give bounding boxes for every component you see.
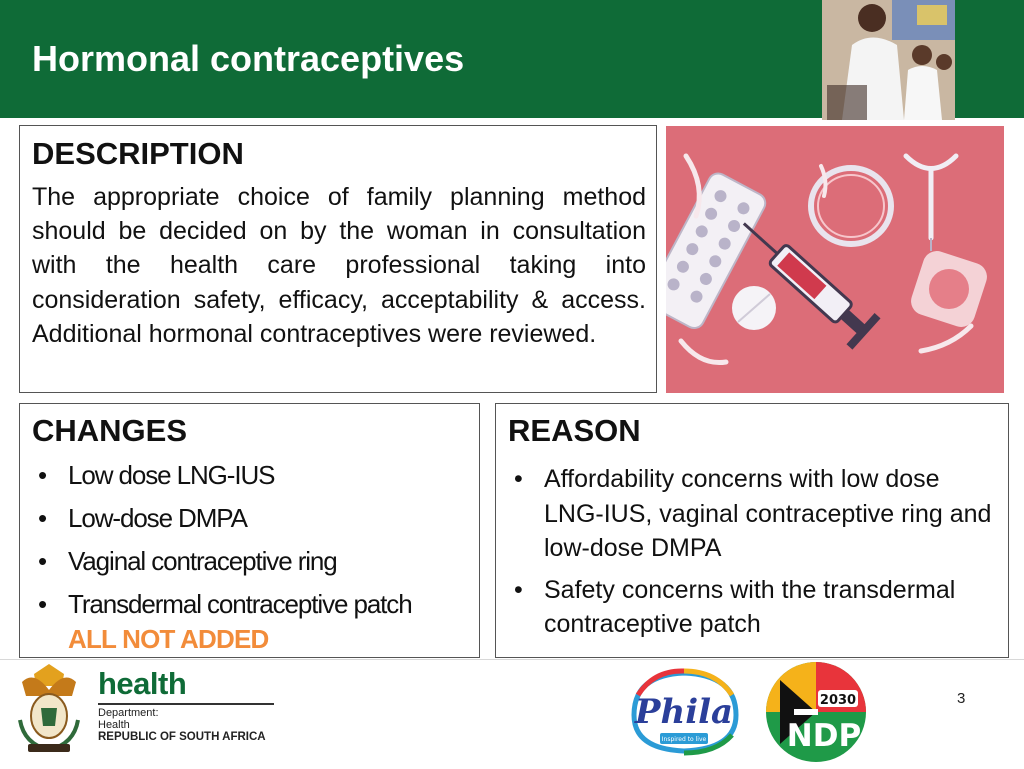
description-heading: DESCRIPTION (32, 136, 244, 171)
list-item-text: Vaginal contraceptive ring (68, 546, 337, 576)
phila-logo (624, 665, 744, 757)
slide-title: Hormonal contraceptives (32, 38, 465, 79)
description-text: The appropriate choice of family planning method should be decided on by the woman in consultation with the health care professional taking into consideration safety, efficacy, acceptability & access. Additional hormonal contraceptives were reviewed. (32, 183, 646, 348)
bullet-icon: • (514, 575, 523, 604)
coat-of-arms-icon (14, 660, 84, 756)
changes-list (30, 460, 470, 632)
country-name: REPUBLIC OF SOUTH AFRICA (98, 731, 266, 743)
phila-logo-text: Phila (634, 692, 734, 732)
list-item-text: Transdermal contraceptive patch (68, 589, 412, 619)
dept-name: Health (98, 719, 130, 731)
dept-label: Department: (98, 707, 159, 719)
bullet-icon: • (38, 503, 47, 533)
list-item (30, 503, 470, 546)
bullet-icon: • (38, 546, 47, 576)
bullet-icon: • (514, 465, 523, 493)
list-item-text: Safety concerns with the transdermal contraceptive patch (544, 575, 956, 638)
ndp-year: 2030 (819, 693, 857, 708)
ndp-2030-logo (760, 660, 872, 764)
phila-tagline: Inspired to live (661, 736, 707, 743)
description-box (19, 125, 657, 393)
list-item-text: Low-dose DMPA (68, 503, 247, 533)
list-item (506, 573, 1002, 642)
list-item-text: Low dose LNG-IUS (68, 460, 275, 490)
page-number: 3 (957, 690, 966, 707)
logo-underline (98, 703, 274, 705)
list-item (30, 546, 470, 589)
department-health-logo (14, 660, 284, 760)
bullet-icon: • (38, 589, 47, 619)
bullet-icon: • (38, 460, 47, 490)
reason-heading: REASON (508, 413, 641, 448)
header-photo (822, 0, 955, 120)
list-item (506, 462, 1002, 566)
not-added-note: ALL NOT ADDED (68, 624, 269, 654)
reason-list (506, 462, 1002, 649)
reason-box (495, 403, 1009, 658)
contraceptives-illustration (666, 126, 1004, 393)
list-item (30, 460, 470, 503)
changes-box (19, 403, 480, 658)
health-logo-text: health (98, 666, 187, 701)
header-bar (0, 0, 1024, 118)
ndp-logo-text: NDP (786, 718, 862, 754)
changes-heading: CHANGES (32, 413, 188, 448)
list-item-text: Affordability concerns with low dose LNG-IUS, vaginal contraceptive ring and low-dose DMPA (544, 465, 992, 562)
